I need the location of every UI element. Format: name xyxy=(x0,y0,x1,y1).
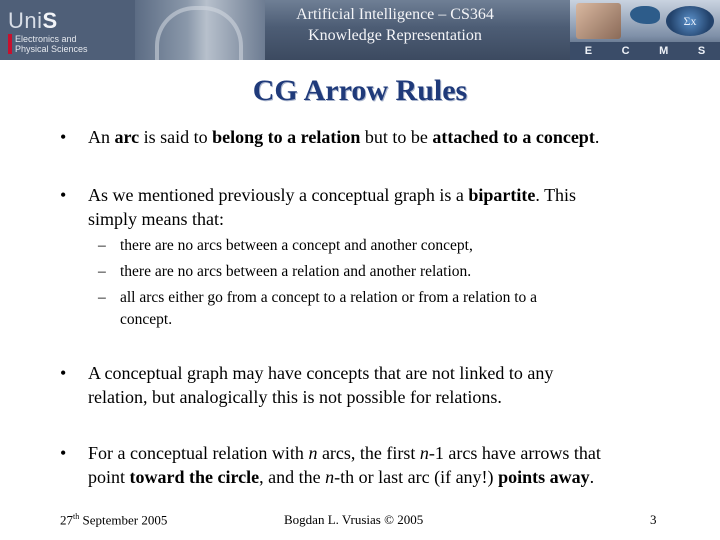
variable-text: n xyxy=(308,443,318,463)
ecms-letter: S xyxy=(697,45,706,57)
text-run: . xyxy=(594,127,600,147)
sub-bullet-marker: – xyxy=(98,263,106,280)
building-arch-image xyxy=(135,0,265,60)
text-run: An xyxy=(88,127,115,147)
dolphin-icon xyxy=(630,6,660,24)
bullet-text-line2 xyxy=(88,208,224,230)
ecms-logo xyxy=(570,0,720,60)
bullet-marker: • xyxy=(60,443,67,463)
sub-bullet-text: concept. xyxy=(120,311,173,328)
variable-text: n xyxy=(325,467,335,487)
course-line: Artificial Intelligence – CS364 xyxy=(296,6,494,23)
unis-wordmark: UniS xyxy=(8,8,58,33)
sub-bullet-marker: – xyxy=(98,237,106,254)
sigma-icon: Σx xyxy=(666,6,714,36)
slide-title: CG Arrow Rules xyxy=(252,74,468,107)
bullet-text xyxy=(88,126,599,148)
emphasis-text: points away xyxy=(498,467,590,487)
ecms-letter: C xyxy=(621,45,630,57)
bullet-marker: • xyxy=(60,127,67,147)
text-run: For a conceptual relation with xyxy=(88,443,309,463)
text-run: simply means that: xyxy=(88,209,224,229)
bullet-text-line1 xyxy=(88,184,576,206)
text-run: As we mentioned previously a conceptual graph is a xyxy=(88,185,469,205)
topic-line: Knowledge Representation xyxy=(308,27,482,44)
sub-bullet-text: there are no arcs between a concept and another concept, xyxy=(120,237,473,254)
text-run: -th or last arc (if any!) xyxy=(334,467,499,487)
text-run: . This xyxy=(535,185,577,205)
course-header xyxy=(260,4,530,46)
header-banner xyxy=(0,0,720,60)
sub-bullet-text: there are no arcs between a relation and another relation. xyxy=(120,263,472,280)
emphasis-text: bipartite xyxy=(468,185,536,205)
bullet-text-line2: relation, but analogically this is not possible for relations. xyxy=(88,387,502,407)
footer-date: 27th September 2005 xyxy=(60,512,168,528)
emphasis-text: belong to a relation xyxy=(212,127,361,147)
variable-text: n xyxy=(419,443,429,463)
unis-logo xyxy=(0,0,135,60)
emphasis-text: toward the circle xyxy=(129,467,260,487)
text-run: -1 arcs have arrows that xyxy=(428,443,601,463)
text-run: but to be xyxy=(360,127,433,147)
text-run: , and the xyxy=(259,467,326,487)
emphasis-text: attached to a concept xyxy=(432,127,595,147)
bullet-marker: • xyxy=(60,363,67,383)
text-run: point xyxy=(88,467,130,487)
text-run: is said to xyxy=(139,127,213,147)
bullet-text-line1: A conceptual graph may have concepts that are not linked to any xyxy=(88,363,554,383)
page-number: 3 xyxy=(650,512,657,527)
sub-bullet-text: all arcs either go from a concept to a relation or from a relation to a xyxy=(120,289,538,306)
ecms-letters xyxy=(570,42,720,60)
text-run: . xyxy=(589,467,595,487)
sub-bullet-marker: – xyxy=(98,289,106,306)
ecms-letter: M xyxy=(659,45,669,57)
bullet-marker: • xyxy=(60,185,67,205)
emphasis-text: arc xyxy=(114,127,140,147)
bullet-text-line2 xyxy=(88,466,594,488)
footer-author: Bogdan L. Vrusias © 2005 xyxy=(284,512,424,527)
logo-accent-bar xyxy=(8,34,12,54)
bullet-text-line1 xyxy=(88,442,601,464)
text-run: arcs, the first xyxy=(317,443,420,463)
student-photo xyxy=(576,3,621,39)
ecms-letter: E xyxy=(584,45,593,57)
logo-subtitle: Electronics and Physical Sciences xyxy=(15,34,88,54)
